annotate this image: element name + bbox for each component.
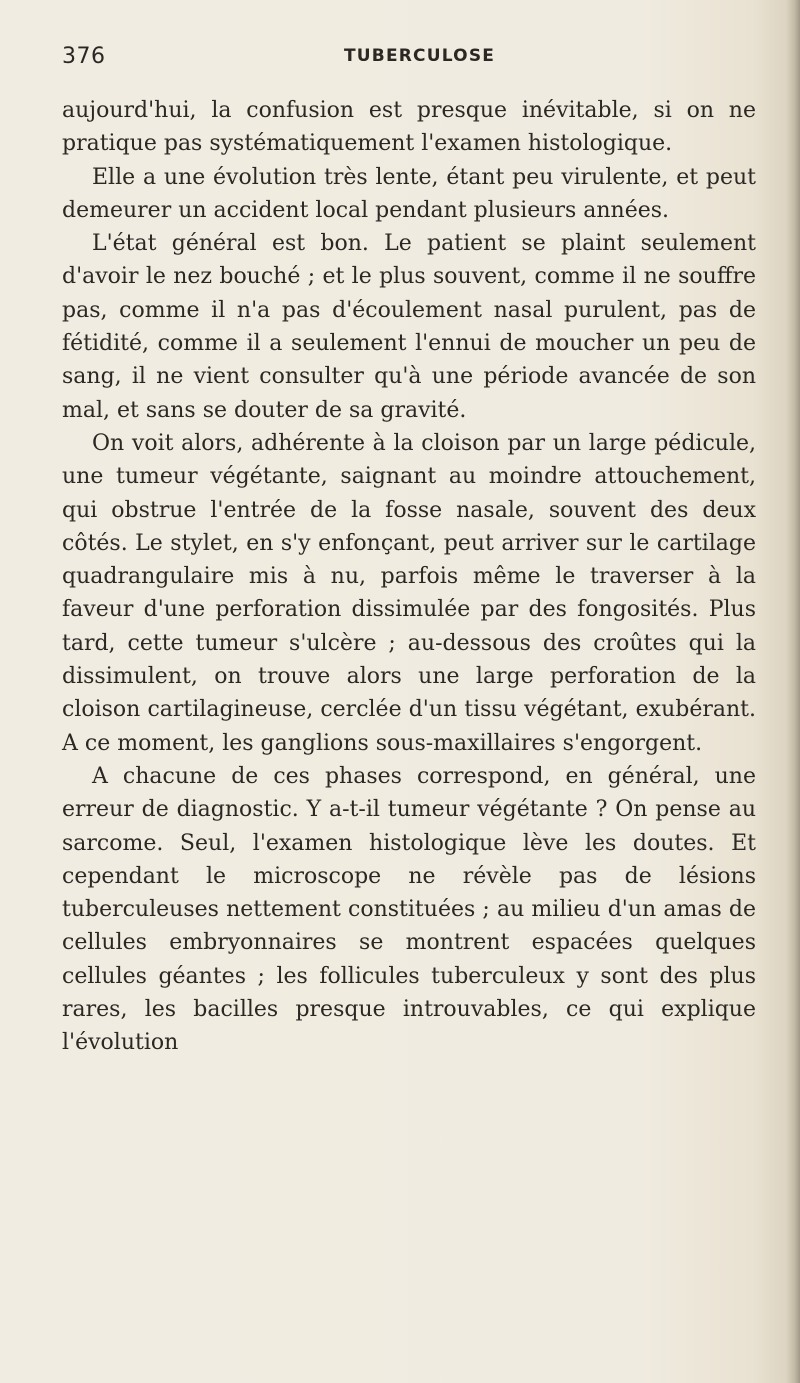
paragraph-tumor-description: On voit alors, adhérente à la cloison par un large pédicule, une tumeur végétante, saignant au moindre attouchement, qui obstrue l'entrée de la fosse nasale, souvent des deux côtés. Le stylet, en s'y enfonçant, peut arriver sur le cartilage quadrangulaire mis à nu, parfois même le traverser à la faveur d'une perforation dissimulée par des fongosités. Plus tard, cette tumeur s'ulcère ; au-dessous des croûtes qui la dissimulent, on trouve alors une large perforation de la cloison cartilagineuse, cerclée d'un tissu végétant, exubérant. A ce moment, les ganglions sous-maxillaires s'engorgent. — [62, 430, 756, 756]
paragraph-evolution: Elle a une évolution très lente, étant peu virulente, et peut demeurer un accident local pendant plusieurs années. — [62, 164, 756, 223]
paragraph-continuation: aujourd'hui, la confusion est presque inévitable, si on ne pratique pas systématiquement l'examen histologique. — [62, 98, 756, 157]
paragraph-general-state: L'état général est bon. Le patient se plaint seulement d'avoir le nez bouché ; et le plus souvent, comme il ne souffre pas, comme il n'a pas d'écoulement nasal purulent, pas de fétidité, comme il a seulement l'ennui de moucher un peu de sang, il ne vient consulter qu'à une période avancée de son mal, et sans se douter de sa gravité. — [62, 231, 756, 423]
running-title: TUBERCULOSE — [344, 46, 496, 66]
page-edge-shadow — [786, 0, 800, 1383]
page-header — [62, 44, 752, 84]
paragraph-diagnosis: A chacune de ces phases correspond, en général, une erreur de diagnostic. Y a-t-il tumeur végétante ? On pense au sarcome. Seul, l'examen histologique lève les doutes. Et cependant le microscope ne révèle pas de lésions tuberculeuses nettement constituées ; au milieu d'un amas de cellules embryonnaires se montrent espacées quelques cellules géantes ; les follicules tuberculeux y sont des plus rares, les bacilles presque introuvables, ce qui explique l'évolution — [62, 763, 756, 1056]
page-number: 376 — [62, 44, 106, 69]
body-text — [62, 94, 756, 1060]
